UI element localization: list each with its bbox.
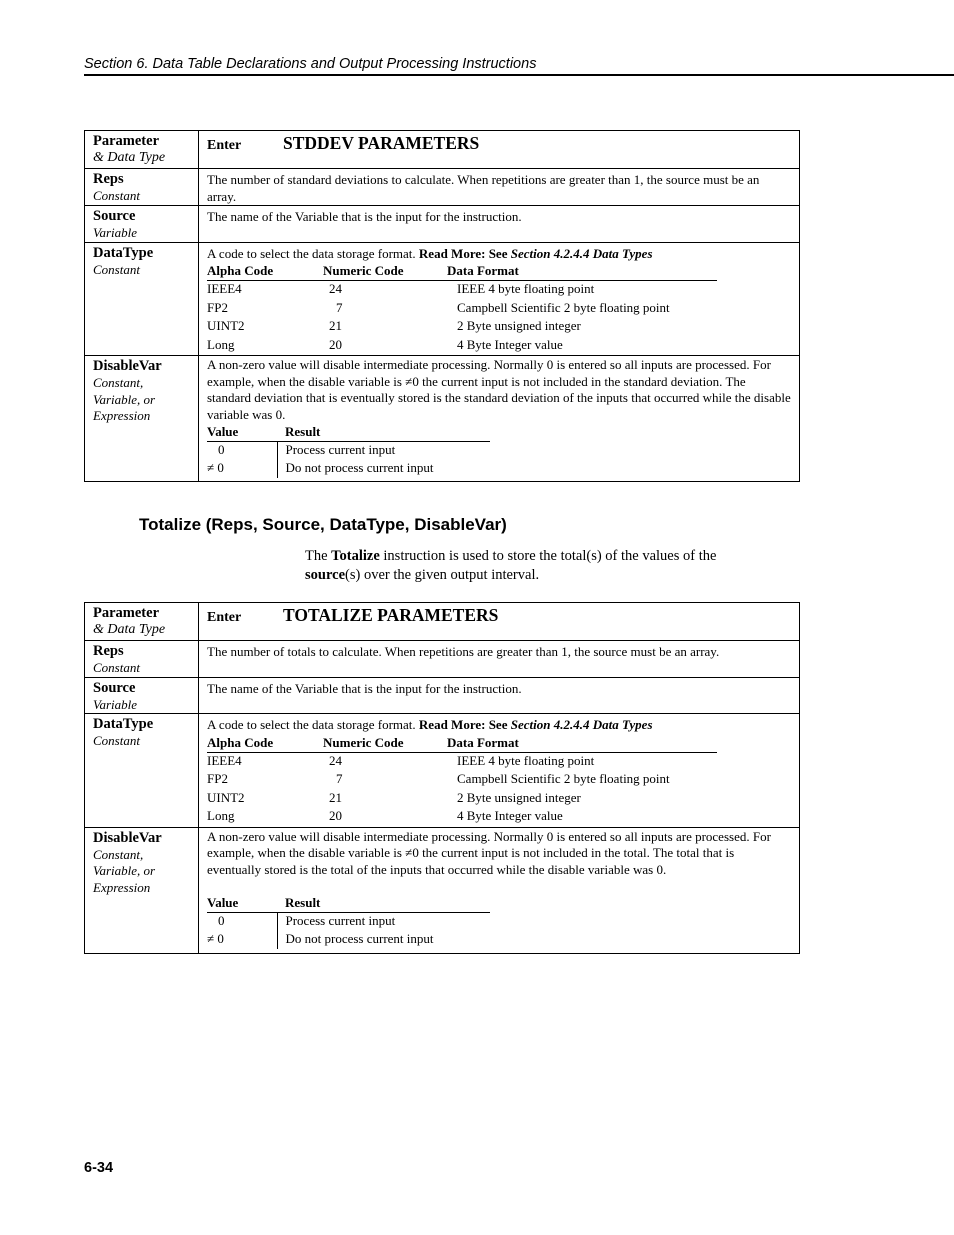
stddev-parameters-table: Parameter & Data Type Enter STDDEV PARAMETERS Reps Constant The number of standard deviations to calculate. When repetitions are greater than 1, the source must be an array. Source Variable The name of the Variable that is the input for the instruction. DataType Constant A code to select the data storage format. Read More: See Section 4.2.4.4 Data Types Alpha Code Numeric Code Data Format IEEE4 24 IEEE 4 byte floating point FP2 7 Campbell Scientific 2 byte floating point UINT2 21 2 Byte unsigned integer Long 20 4 Byte Integer value DisableVar Constant, Variable, or Expression A non-zero value will disable intermediate processing. Normally 0 is entered so all inputs are processed. For example, when the disable variable is ≠0 the current input is not included in the standard deviation. The standard deviation that is eventually stored is the standard deviation of the inputs that occurred while the disable variable was 0. Value Result 0 Process current input ≠ 0 Do not process current input: [84, 130, 800, 482]
param-type-disablevar: Constant,: [93, 846, 144, 862]
running-header: Section 6. Data Table Declarations and Output Processing Instructions: [84, 56, 537, 72]
table-row: Long 20 4 Byte Integer value: [207, 336, 563, 352]
table-row: FP2 7 Campbell Scientific 2 byte floating point: [207, 771, 670, 786]
param-name-datatype: DataType: [93, 716, 154, 732]
param-desc-datatype: A code to select the data storage format. Read More: See Section 4.2.4.4 Data Types: [207, 717, 653, 732]
param-desc-disablevar: A non-zero value will disable intermediate processing. Normally 0 is entered so all inputs are processed. For example, when the disable variable is ≠0 the current input is not included in the total. The total that is eventually stored is the total of the inputs that occurred while the disable variable was 0.: [207, 828, 771, 877]
value-header: Value: [207, 894, 277, 913]
table-row: IEEE4 24 IEEE 4 byte floating point: [207, 281, 595, 296]
table-title: TOTALIZE PARAMETERS: [283, 605, 499, 625]
column-head-parameter: Parameter: [93, 133, 160, 149]
page-number: 6-34: [84, 1160, 114, 1176]
param-desc-reps: The number of totals to calculate. When repetitions are greater than 1, the source must be an array.: [199, 641, 800, 678]
column-head-enter: Enter: [207, 138, 242, 153]
param-name-datatype: DataType: [93, 244, 154, 261]
value-result-table: [207, 423, 490, 478]
header-rule: [84, 74, 954, 76]
data-type-codes-table: [207, 735, 717, 827]
value-header: Value: [207, 423, 277, 442]
table-row: ≠ 0 Do not process current input: [207, 460, 490, 478]
param-type-reps: Constant: [93, 660, 140, 675]
param-type-reps: Constant: [93, 188, 140, 203]
table-row: UINT2 21 2 Byte unsigned integer: [207, 789, 581, 805]
codes-header-format: Data Format: [447, 735, 717, 753]
column-head-parameter: Parameter: [93, 605, 160, 621]
column-head-data-type: & Data Type: [93, 150, 166, 165]
codes-header-alpha: Alpha Code: [207, 263, 323, 281]
table-title: STDDEV PARAMETERS: [283, 133, 480, 153]
param-type-datatype: Constant: [93, 261, 140, 277]
table-row: Long 20 4 Byte Integer value: [207, 808, 563, 823]
totalize-parameters-table: Parameter & Data Type Enter TOTALIZE PARAMETERS Reps Constant The number of totals to calculate. When repetitions are greater than 1, the source must be an array. Source Variable The name of the Variable that is the input for the instruction. DataType Constant A code to select the data storage format. Read More: See Section 4.2.4.4 Data Types Alpha Code Numeric Code Data Format IEEE4 24 IEEE 4 byte floating point FP2 7 Campbell Scientific 2 byte floating point UINT2 21 2 Byte unsigned integer Long 20 4 Byte Integer value DisableVar Constant, Variable, or Expression A non-zero value will disable intermediate processing. Normally 0 is entered so all inputs are processed. For example, when the disable variable is ≠0 the current input is not included in the total. The total that is eventually stored is the total of the inputs that occurred while the disable variable was 0. Value Result 0 Process current input ≠ 0 Do not process current input: [84, 602, 800, 954]
intro-paragraph: The Totalize instruction is used to store the total(s) of the values of the source(s) over the given output interval.: [305, 548, 717, 583]
param-name-disablevar: DisableVar: [93, 829, 162, 846]
table-row: 0 Process current input: [207, 442, 490, 461]
table-row: 0 Process current input: [207, 913, 490, 932]
param-name-reps: Reps: [93, 171, 124, 187]
data-type-codes-table: [207, 263, 717, 355]
param-desc-source: The name of the Variable that is the input for the instruction.: [199, 206, 800, 243]
read-more-link: Section 4.2.4.4 Data Types: [510, 245, 653, 261]
column-head-enter: Enter: [207, 610, 242, 625]
param-name-source: Source: [93, 679, 136, 696]
table-row: ≠ 0 Do not process current input: [207, 931, 490, 949]
read-more-link: Section 4.2.4.4 Data Types: [510, 717, 653, 732]
param-name-source: Source: [93, 208, 136, 224]
codes-header-numeric: Numeric Code: [323, 735, 447, 753]
value-result-table: [207, 894, 490, 949]
param-desc-reps: The number of standard deviations to calculate. When repetitions are greater than 1, the source must be an array.: [199, 169, 800, 206]
codes-header-format: Data Format: [447, 263, 717, 281]
table-row: UINT2 21 2 Byte unsigned integer: [207, 318, 581, 333]
param-type-source: Variable: [93, 225, 138, 240]
column-head-data-type: & Data Type: [93, 622, 166, 637]
section-title: Totalize (Reps, Source, DataType, DisableVar): [139, 515, 507, 534]
param-type-disablevar: Constant,: [93, 375, 144, 390]
param-desc-source: The name of the Variable that is the input for the instruction.: [199, 677, 800, 714]
result-header: Result: [277, 894, 490, 913]
table-row: IEEE4 24 IEEE 4 byte floating point: [207, 752, 595, 768]
param-type-datatype: Constant: [93, 733, 140, 748]
param-desc-datatype: A code to select the data storage format. Read More: See Section 4.2.4.4 Data Types: [207, 245, 653, 261]
param-name-disablevar: DisableVar: [93, 358, 162, 374]
param-type-source: Variable: [93, 696, 138, 712]
result-header: Result: [277, 423, 490, 442]
codes-header-alpha: Alpha Code: [207, 735, 323, 753]
param-name-reps: Reps: [93, 643, 124, 659]
table-row: FP2 7 Campbell Scientific 2 byte floating point: [207, 299, 670, 315]
codes-header-numeric: Numeric Code: [323, 263, 447, 281]
param-desc-disablevar: A non-zero value will disable intermediate processing. Normally 0 is entered so all inputs are processed. For example, when the disable variable is ≠0 the current input is not included in the standard deviation. The standard deviation that is eventually stored is the standard deviation of the inputs that occurred while the disable variable was 0.: [207, 357, 791, 422]
